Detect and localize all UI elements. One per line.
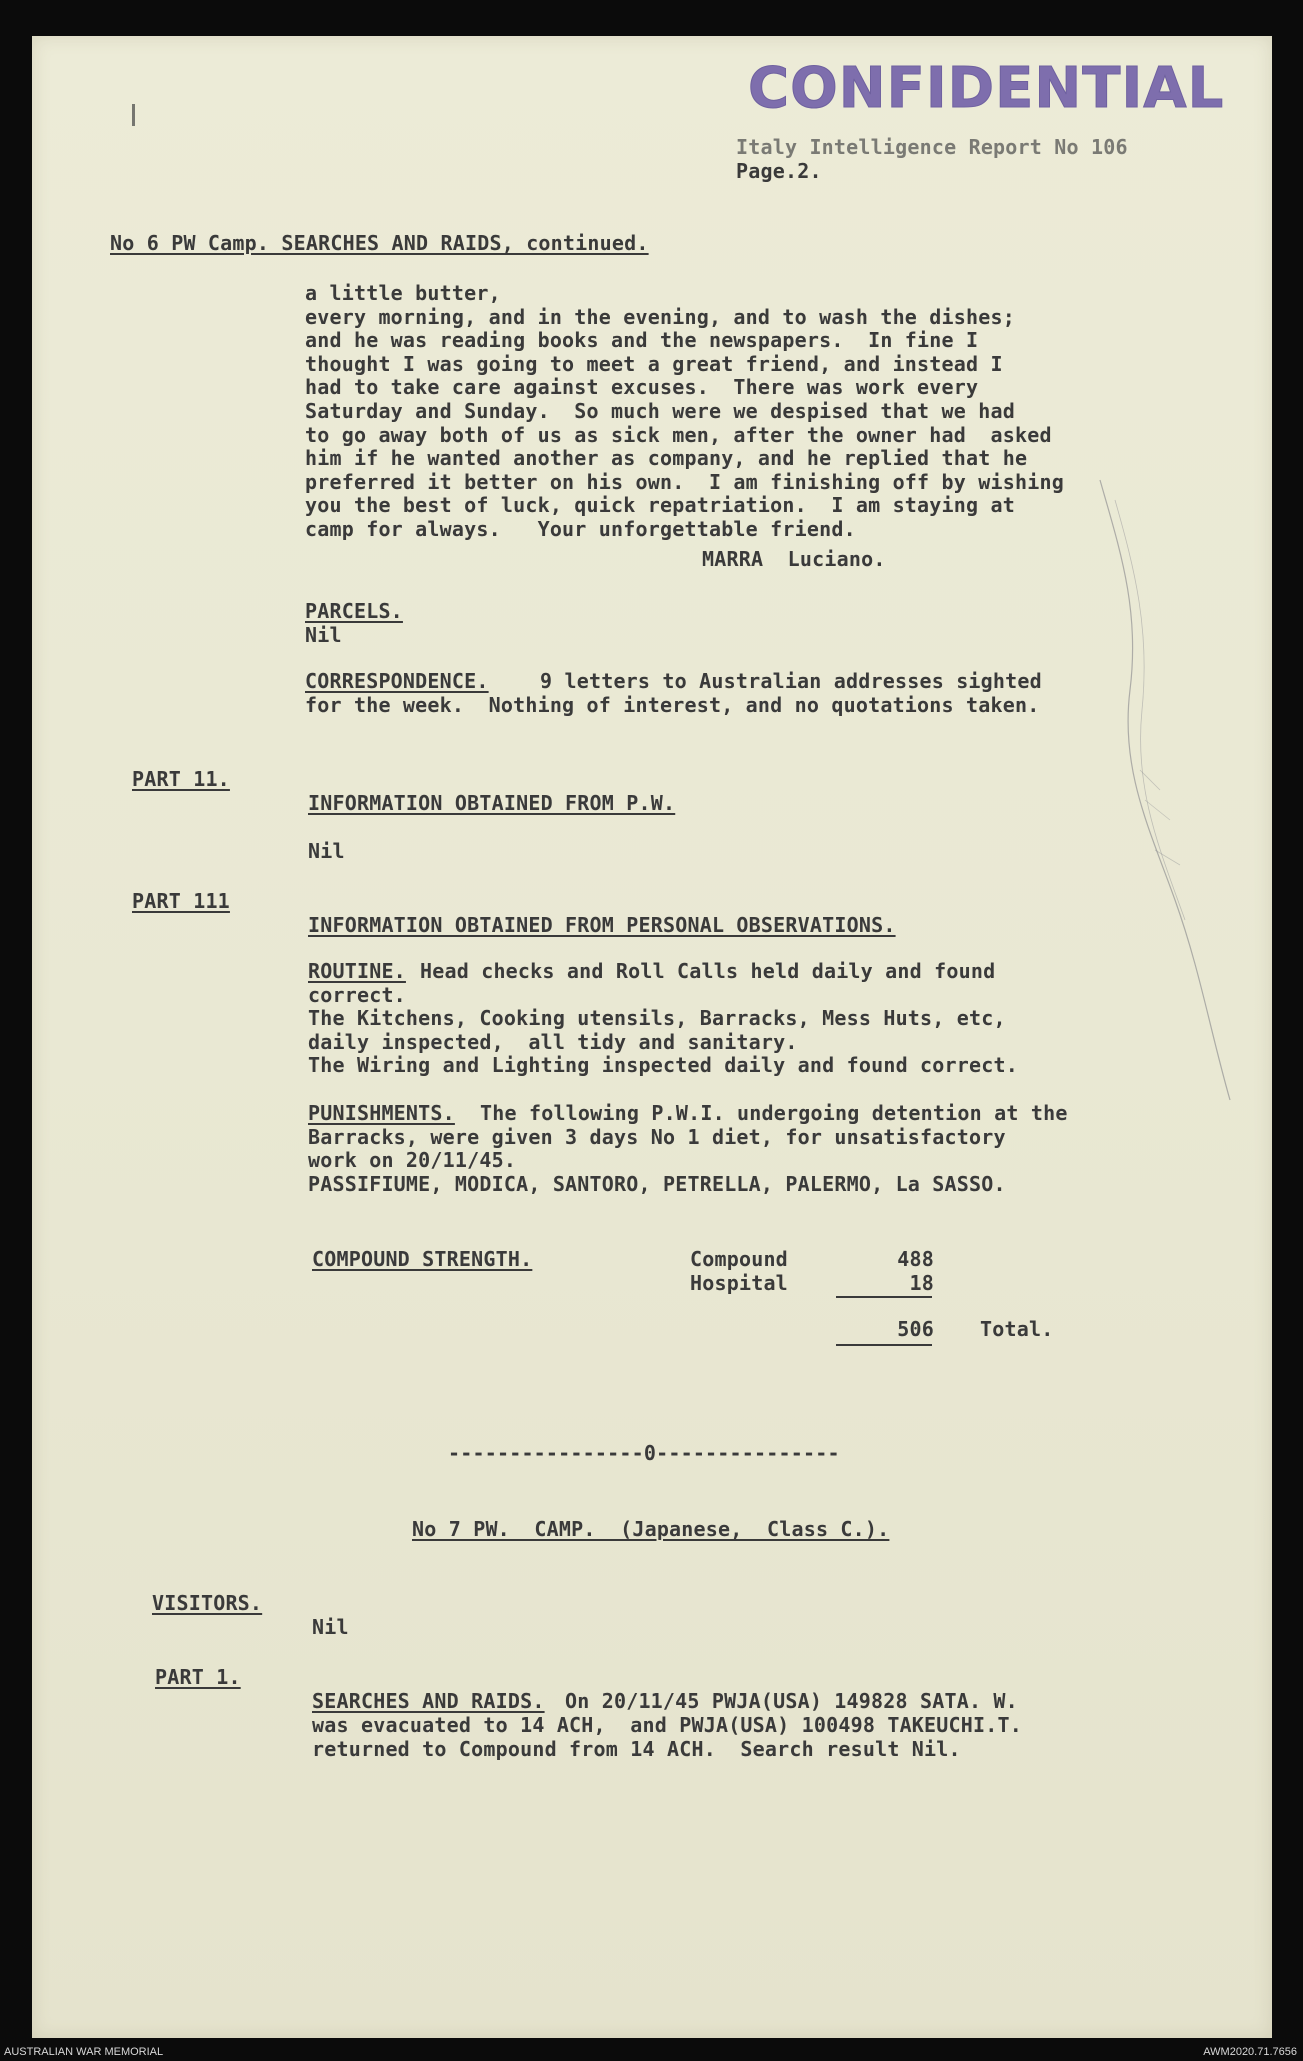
strength-rule bbox=[836, 1296, 932, 1298]
letter-line: and he was reading books and the newspapers. In fine I bbox=[305, 328, 979, 353]
routine-line: daily inspected, all tidy and sanitary. bbox=[308, 1029, 798, 1054]
punishment-line: PASSIFIUME, MODICA, SANTORO, PETRELLA, PALERMO, La SASSO. bbox=[308, 1171, 1006, 1196]
part-2-label: PART 11. bbox=[132, 767, 230, 791]
part-2-value: Nil bbox=[308, 839, 345, 863]
strength-total-value: 506 bbox=[897, 1317, 934, 1341]
strength-row-value: 488 bbox=[897, 1247, 934, 1271]
punishment-line: Barracks, were given 3 days No 1 diet, for unsatisfactory bbox=[308, 1124, 1006, 1149]
punishments-label: PUNISHMENTS. bbox=[308, 1101, 455, 1125]
confidential-stamp: CONFIDENTIAL bbox=[748, 56, 1225, 121]
visitors-value: Nil bbox=[312, 1615, 349, 1639]
strength-row-name: Compound bbox=[690, 1247, 788, 1271]
compound-strength-label: COMPOUND STRENGTH. bbox=[312, 1247, 533, 1271]
report-title: Italy Intelligence Report No 106 bbox=[736, 136, 1128, 159]
camp-7-heading: No 7 PW. CAMP. (Japanese, Class C.). bbox=[412, 1517, 890, 1541]
letter-signature: MARRA Luciano. bbox=[702, 547, 886, 571]
strength-row-name: Hospital bbox=[690, 1271, 788, 1295]
strength-row-value: 18 bbox=[909, 1271, 934, 1295]
routine-line: correct. bbox=[308, 982, 406, 1007]
routine-label: ROUTINE. bbox=[308, 959, 406, 983]
part-3-heading: INFORMATION OBTAINED FROM PERSONAL OBSERVATIONS. bbox=[308, 913, 896, 937]
letter-line: him if he wanted another as company, and he replied that he bbox=[305, 446, 1028, 471]
searches-text: On 20/11/45 PWJA(USA) 149828 SATA. W. bbox=[565, 1689, 1018, 1713]
letter-line: camp for always. Your unforgettable friend. bbox=[305, 517, 856, 541]
section-heading: No 6 PW Camp. SEARCHES AND RAIDS, continued. bbox=[110, 231, 649, 255]
report-header bbox=[736, 136, 1176, 183]
punishment-line: The following P.W.I. undergoing detention at the bbox=[480, 1101, 1068, 1125]
section-divider: ----------------0--------------- bbox=[448, 1441, 840, 1465]
letter-line: had to take care against excuses. There was work every bbox=[305, 375, 979, 400]
punishment-line: work on 20/11/45. bbox=[308, 1148, 517, 1173]
strength-total-label: Total. bbox=[980, 1317, 1054, 1341]
footer-left: AUSTRALIAN WAR MEMORIAL bbox=[4, 2046, 164, 2058]
searches-label: SEARCHES AND RAIDS. bbox=[312, 1689, 545, 1713]
parcels-value: Nil bbox=[305, 623, 342, 647]
correspondence-label: CORRESPONDENCE. bbox=[305, 669, 489, 693]
page-number: Page.2. bbox=[736, 158, 822, 183]
strength-total-rule bbox=[836, 1344, 932, 1346]
letter-line: preferred it better on his own. I am finishing off by wishing bbox=[305, 469, 1064, 494]
letter-line: thought I was going to meet a great friend, and instead I bbox=[305, 351, 1003, 376]
letter-line: a little butter, bbox=[305, 281, 501, 305]
routine-line: The Kitchens, Cooking utensils, Barracks, Mess Huts, etc, bbox=[308, 1006, 1006, 1031]
letter-line: Saturday and Sunday. So much were we despised that we had bbox=[305, 399, 1015, 423]
letter-line: every morning, and in the evening, and to wash the dishes; bbox=[305, 304, 1015, 329]
pencil-annotation bbox=[1080, 470, 1240, 1110]
correspondence-text-2: for the week. Nothing of interest, and no quotations taken. bbox=[305, 693, 1040, 717]
letter-line: you the best of luck, quick repatriation. I am staying at bbox=[305, 493, 1015, 518]
searches-text-2: was evacuated to 14 ACH, and PWJA(USA) 100498 TAKEUCHI.T. bbox=[312, 1713, 1022, 1737]
camp-7-part-1-label: PART 1. bbox=[155, 1665, 241, 1689]
searches-text-3: returned to Compound from 14 ACH. Search result Nil. bbox=[312, 1737, 961, 1761]
part-3-label: PART 111 bbox=[132, 889, 230, 913]
routine-line: Head checks and Roll Calls held daily and found bbox=[420, 959, 996, 983]
correspondence-text: 9 letters to Australian addresses sighted bbox=[540, 669, 1042, 693]
part-2-heading: INFORMATION OBTAINED FROM P.W. bbox=[308, 791, 676, 815]
ink-mark bbox=[132, 104, 135, 126]
parcels-label: PARCELS. bbox=[305, 599, 403, 623]
visitors-label: VISITORS. bbox=[152, 1591, 263, 1615]
routine-line: The Wiring and Lighting inspected daily and found correct. bbox=[308, 1053, 1018, 1078]
letter-line: to go away both of us as sick men, after the owner had asked bbox=[305, 422, 1052, 447]
footer-right: AWM2020.71.7656 bbox=[1203, 2046, 1297, 2058]
